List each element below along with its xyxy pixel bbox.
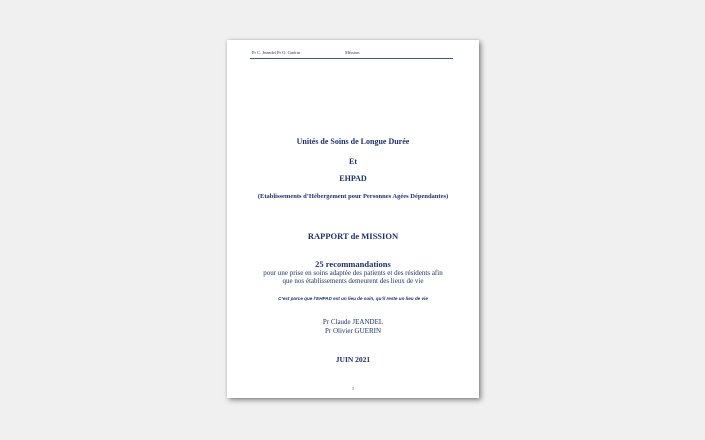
recommendations-heading: 25 recommandations (315, 259, 391, 269)
report-date: JUIN 2021 (335, 355, 371, 364)
header-authors: Pr C. Jeandel Pr O. Guérin (252, 50, 301, 55)
author-jeandel: Pr Claude JEANDEL (322, 318, 384, 326)
recommendations-description (227, 269, 479, 285)
author-guerin: Pr Olivier GUERIN (325, 326, 381, 335)
report-type: RAPPORT de MISSION (307, 231, 399, 241)
title-ehpad-expansion: (Etablissements d’Hébergement pour Personnes Agées Dépendantes) (257, 193, 449, 200)
title-ehpad: EHPAD (339, 174, 367, 183)
authors-block (227, 318, 479, 335)
recommendations-line-2: que nos établissements demeurent des lieux de vie (282, 277, 424, 285)
title-usld: Unités de Soins de Longue Durée (296, 137, 410, 146)
document-page (227, 40, 479, 398)
page-number: 1 (351, 386, 355, 391)
header-section: Mission (345, 50, 360, 55)
tagline: C’est parce que l’EHPAD est un lieu de soin, qu’il reste un lieu de vie (278, 296, 428, 301)
page-header (250, 49, 453, 59)
title-conjunction: Et (349, 157, 357, 166)
recommendations-line-1: pour une prise en soins adaptée des patients et des résidents afin (263, 269, 443, 277)
